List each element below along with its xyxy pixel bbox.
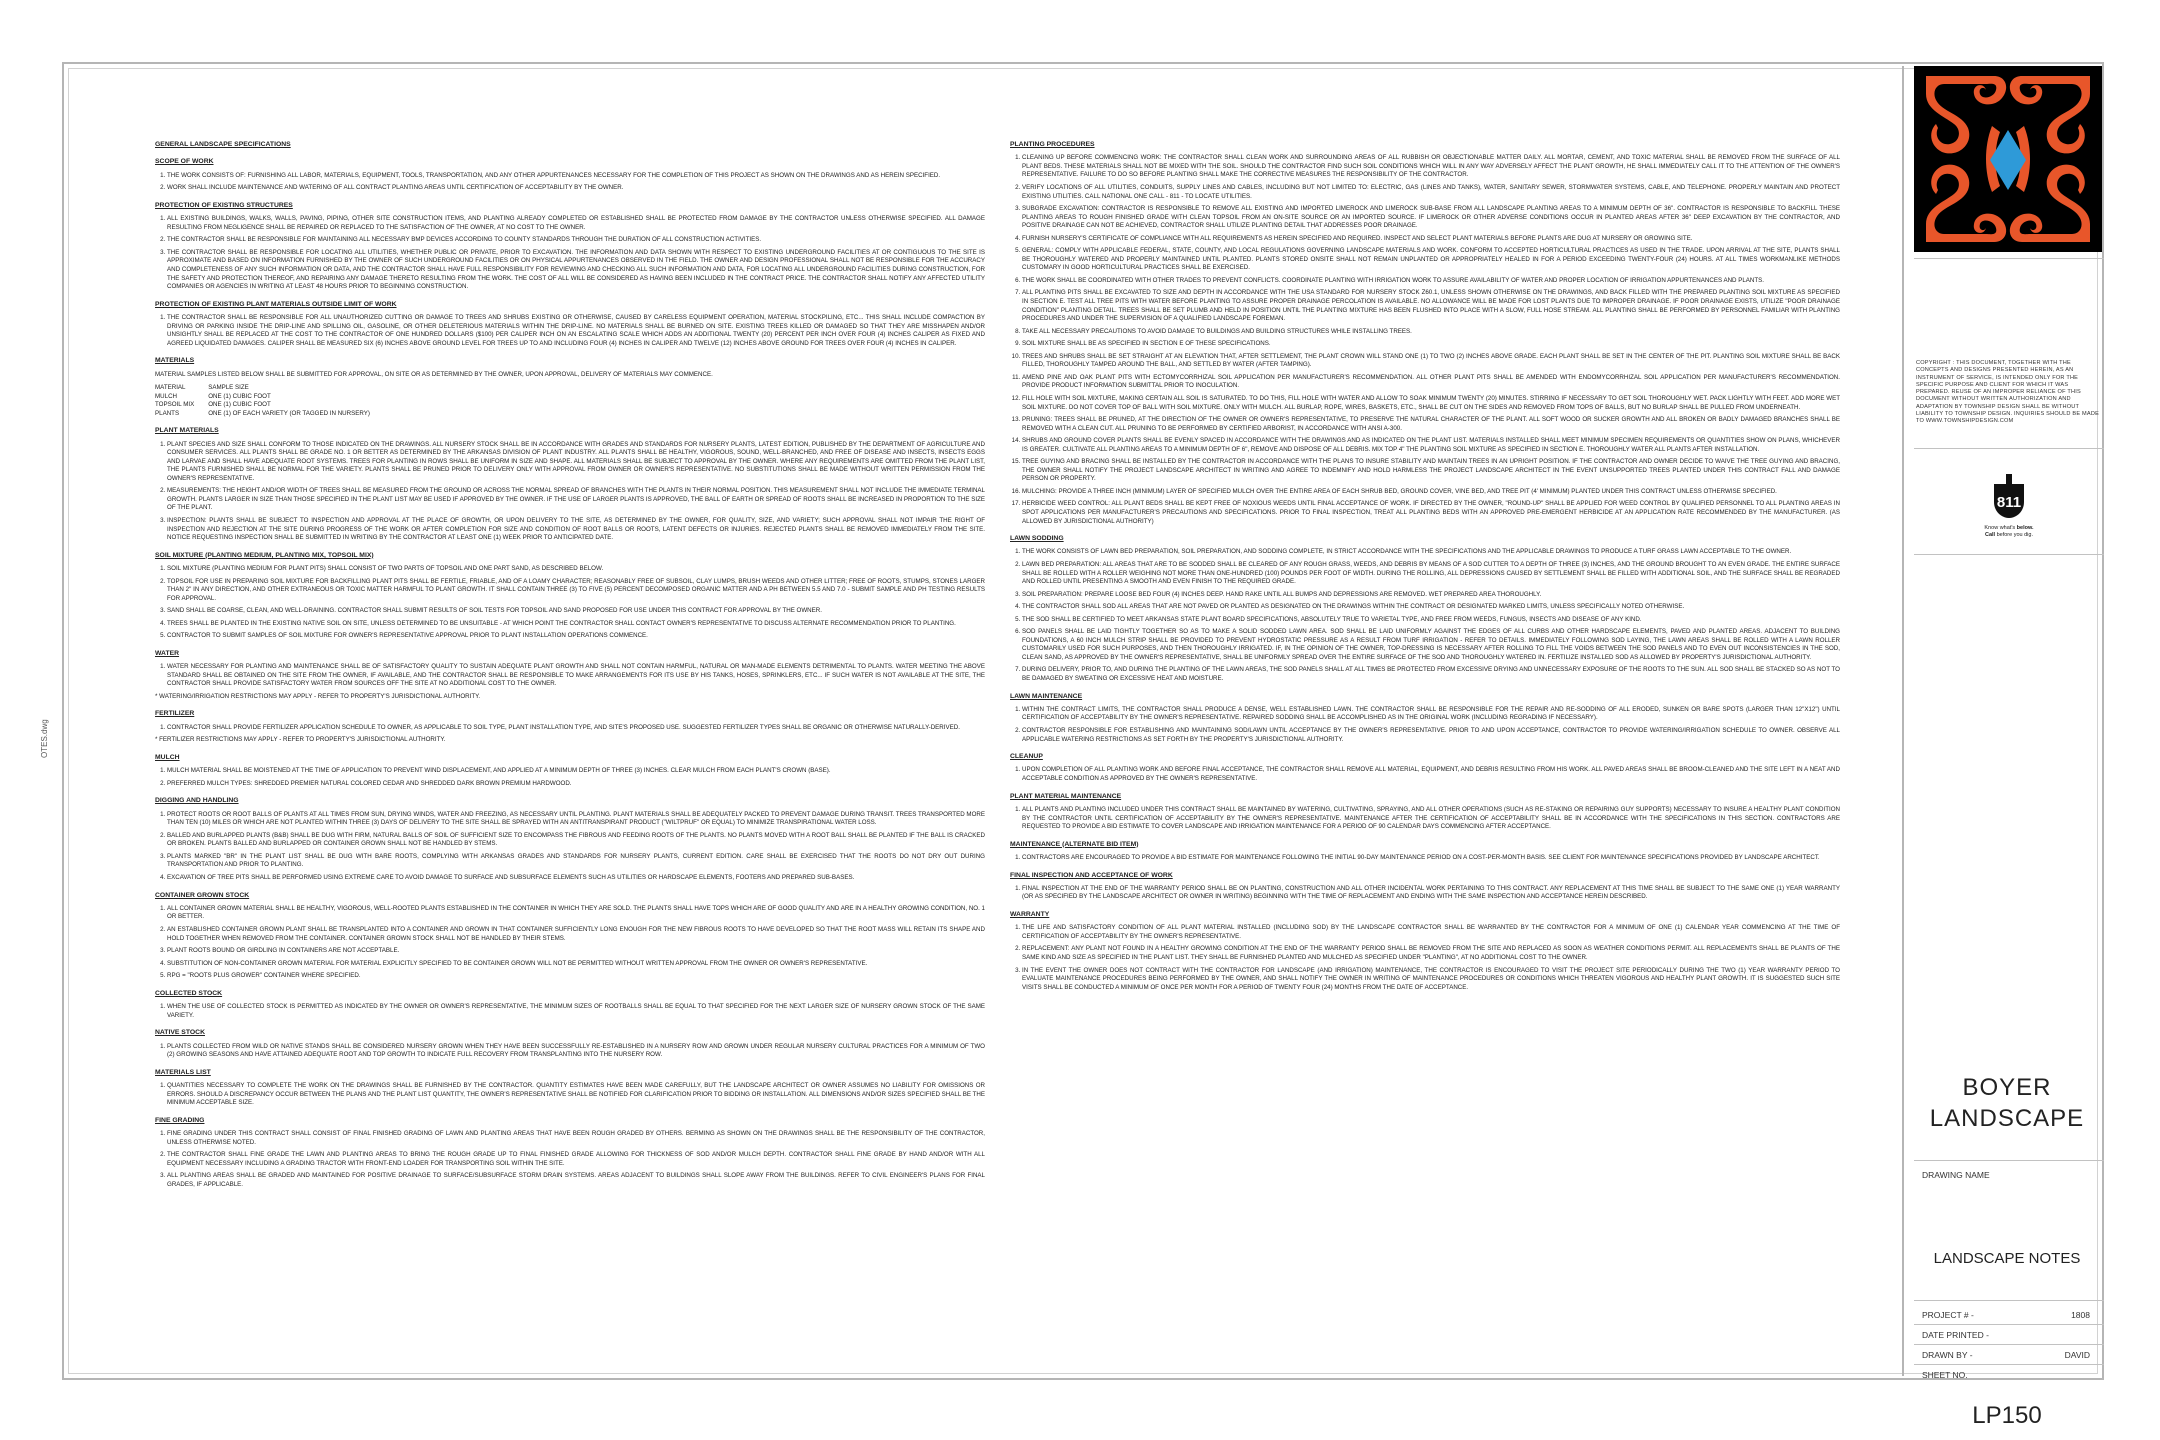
section-list — [1010, 854, 1840, 863]
list-item: 1. ALL CONTAINER GROWN MATERIAL SHALL BE HEALTHY, VIGOROUS, WELL-ROOTED PLANTS ESTABLISHED IN THE CONTAINER IN WHICH THEY ARE SOLD. THE PLANTS SHALL HAVE TOPS WHICH ARE OF GOOD QUALITY AND ARE IN A HEALTHY GROWING CONDITION, NO. 1 OR BETTER. — [167, 905, 985, 922]
company-logo — [1914, 66, 2102, 252]
list-item: 5. GENERAL: COMPLY WITH APPLICABLE FEDERAL, STATE, COUNTY, AND LOCAL REGULATIONS GOVERNING LANDSCAPE MATERIALS AND WORK. CONFORM TO ACCEPTED HORTICULTURAL PRACTICES AS USED IN THE TRADE. UPON ARRIVAL AT THE SITE, PLANTS SHALL BE THOROUGHLY WATERED AND PROPERLY MAINTAINED UNTIL PLANTED. PLANTS STORED ONSITE SHALL NOT REMAIN UNPLANTED OR APPROPRIATELY HEALED IN FOR A PERIOD EXCEEDING TWENTY-FOUR (24) HOURS. AT ALL TIMES WORKMANLIKE METHODS CUSTOMARY IN GOOD HORTICULTURAL PRACTICES SHALL BE EXERCISED. — [1022, 247, 1840, 273]
list-item: 16. MULCHING: PROVIDE A THREE INCH (MINIMUM) LAYER OF SPECIFIED MULCH OVER THE ENTIRE AREA OF EACH SHRUB BED, GROUND COVER, VINE BED, AND TREE PIT (4' MINIMUM) PLANTED UNDER THIS CONTRACT UNLESS OTHERWISE SPECIFIED. — [1022, 488, 1840, 497]
list-item: 2. CONTRACTOR RESPONSIBLE FOR ESTABLISHING AND MAINTAINING SOD/LAWN UNTIL ACCEPTANCE BY THE OWNER'S REPRESENTATIVE. PRIOR TO AND UPON ACCEPTANCE, CONTRACTOR TO PROVIDE WATERING/IRRIGATION SCHEDULE TO OWNER. OBSERVE ALL APPLICABLE WATERING RESTRICTIONS AS SET FORTH BY THE PROPERTY'S JURISDICTIONAL AUTHORITY. — [1022, 727, 1840, 744]
list-item: 8. TAKE ALL NECESSARY PRECAUTIONS TO AVOID DAMAGE TO BUILDINGS AND BUILDING STRUCTURES WHILE INSTALLING TREES. — [1022, 328, 1840, 337]
title-block-divider — [1914, 1160, 2104, 1161]
list-item: 3. PLANTS MARKED "BR" IN THE PLANT LIST SHALL BE DUG WITH BARE ROOTS, COMPLYING WITH ARKANSAS GRADES AND STANDARDS FOR NURSERY PLANTS, CURRENT EDITION. CARE SHALL BE EXERCISED THAT THE ROOTS DO NOT DRY OUT DURING TRANSPORTATION AND PRIOR TO PLANTING. — [167, 853, 985, 870]
project-number-value: 1808 — [2071, 1310, 2090, 1320]
materials-sample-table — [155, 384, 384, 418]
table-cell: TOPSOIL MIX — [155, 401, 195, 409]
list-item: 3. SUBGRADE EXCAVATION: CONTRACTOR IS RESPONSIBLE TO REMOVE ALL EXISTING AND IMPORTED LIMEROCK AND LIMEROCK SUB-BASE FROM ALL LANDSCAPE PLANTING AREAS TO A MINIMUM DEPTH OF 36". CONTRACTOR IS RESPONSIBLE TO BACKFILL THESE PLANTING AREAS TO ROUGH FINISHED GRADE WITH CLEAN TOPSOIL FROM AN ON-SITE SOURCE OR AN IMPORTED SOURCE. IF LIMEROCK OR OTHER ADVERSE CONDITIONS OCCUR IN PLANTED AREAS AFTER 36" DEEP EXCAVATION BY THE CONTRACTOR, AND POSITIVE DRAINAGE CAN NOT BE ACHIEVED, CONTRACTOR SHALL UTILIZE PLANTING DETAIL THAT ADDRESSES POOR DRAINAGE. — [1022, 205, 1840, 231]
list-item: 4. FURNISH NURSERY'S CERTIFICATE OF COMPLIANCE WITH ALL REQUIREMENTS AS HEREIN SPECIFIED AND REQUIRED. INSPECT AND SELECT PLANT MATERIALS BEFORE PLANTS ARE DUG AT NURSERY OR GROWING SITE. — [1022, 235, 1840, 244]
section-heading: PLANT MATERIAL MAINTENANCE — [1010, 792, 1122, 800]
materials-intro: MATERIAL SAMPLES LISTED BELOW SHALL BE SUBMITTED FOR APPROVAL, ON SITE OR AS DETERMINED BY THE OWNER, UPON APPROVAL, DELIVERY OF MATERIALS MAY COMMENCE. — [155, 370, 713, 378]
list-item: 12. FILL HOLE WITH SOIL MIXTURE, MAKING CERTAIN ALL SOIL IS SATURATED. TO DO THIS, FILL HOLE WITH WATER AND ALLOW TO SOAK MINIMUM TWENTY (20) MINUTES. STIRRING IF NECESSARY TO GET SOIL THOROUGHLY WET. PACK LIGHTLY WITH FEET. ADD MORE WET SOIL MIXTURE. DO NOT COVER TOP OF BALL WITH SOIL MIXTURE. ONLY WITH MULCH. ALL BURLAP, ROPE, WIRES, BASKETS, ETC., SHALL BE CUT ON THE SIDES AND REMOVED FROM TOPS OF BALLS, BUT NO BURLAP SHALL BE PULLED FROM UNDERNEATH. — [1022, 395, 1840, 412]
title-block-divider — [1914, 1344, 2104, 1345]
list-item: 7. DURING DELIVERY, PRIOR TO, AND DURING THE PLANTING OF THE LAWN AREAS, THE SOD PANELS SHALL AT ALL TIMES BE PROTECTED FROM EXCESSIVE DRYING AND UNNECESSARY EXPOSURE OF THE ROOTS TO THE SUN. ALL SOD SHALL BE STACKED SO AS NOT TO BE DAMAGED BY SWEATING OR EXCESSIVE HEAT AND MOISTURE. — [1022, 666, 1840, 683]
drawing-name: LANDSCAPE NOTES — [1933, 1250, 2081, 1267]
list-item: 1. FINE GRADING UNDER THIS CONTRACT SHALL CONSIST OF FINAL FINISHED GRADING OF LAWN AND PLANTING AREAS THAT HAVE BEEN ROUGH GRADED BY OTHERS. BERMING AS SHOWN ON THE DRAWINGS SHALL BE THE RESPONSIBILITY OF THE CONTRACTOR, UNLESS OTHERWISE NOTED. — [167, 1130, 985, 1147]
list-item: 5. CONTRACTOR TO SUBMIT SAMPLES OF SOIL MIXTURE FOR OWNER'S REPRESENTATIVE APPROVAL PRIOR TO PLANT INSTALLATION OPERATIONS COMMENCE. — [167, 632, 985, 641]
list-item: 2. TOPSOIL FOR USE IN PREPARING SOIL MIXTURE FOR BACKFILLING PLANT PITS SHALL BE FERTILE, FRIABLE, AND OF A LOAMY CHARACTER; REASONABLY FREE OF SUBSOIL, CLAY LUMPS, BRUSH WEEDS AND OTHER LITTER; FREE OF ROOTS, STUMPS, STONES LARGER THAN 2" IN ANY DIRECTION, AND OTHER EXTRANEOUS OR TOXIC MATTER HARMFUL TO PLANT GROWTH. IT SHALL CONTAIN THREE (3) TO FIVE (5) PERCENT DECOMPOSED ORGANIC MATTER AND A PH BETWEEN 5.5 AND 7.0 - SUBMIT SAMPLE AND PH TESTING RESULTS FOR APPROVAL. — [167, 578, 985, 604]
list-item: 1. THE WORK CONSISTS OF: FURNISHING ALL LABOR, MATERIALS, EQUIPMENT, TOOLS, TRANSPORTATION, AND ANY OTHER APPURTENANCES NECESSARY FOR THE COMPLETION OF THIS PROJECT AS SHOWN ON THE DRAWINGS AND AS HEREIN SPECIFIED. — [167, 172, 985, 181]
section-list — [1010, 706, 1840, 744]
section-heading: MAINTENANCE (ALTERNATE BID ITEM) — [1010, 840, 1139, 848]
list-item: 1. SOIL MIXTURE (PLANTING MEDIUM FOR PLANT PITS) SHALL CONSIST OF TWO PARTS OF TOPSOIL AND ONE PART SAND, AS DESCRIBED BELOW. — [167, 565, 985, 574]
title-block-divider — [1914, 448, 2104, 449]
copyright-notice: COPYRIGHT : THIS DOCUMENT, TOGETHER WITH THE CONCEPTS AND DESIGNS PRESENTED HEREIN, AS AN INSTRUMENT OF SERVICE, IS INTENDED ONLY FOR THE SPECIFIC PURPOSE AND CLIENT FOR WHICH IT WAS PREPARED. REUSE OF AN IMPROPER RELIANCE OF THIS DOCUMENT WITHOUT WRITTEN AUTHORIZATION AND ADAPTATION BY TOWNSHIP DESIGN SHALL BE WITHOUT LIABILITY TO TOWNSHIP DESIGN. INQUIRIES SHOULD BE MADE TO WWW.TOWNSHIPDESIGN.COM — [1916, 360, 2100, 425]
list-item: 2. THE CONTRACTOR SHALL FINE GRADE THE LAWN AND PLANTING AREAS TO BRING THE ROUGH GRADE UP TO FINAL FINISHED GRADE ALLOWING FOR THICKNESS OF SOD AND/OR MULCH DEPTH. CONTRACTOR SHALL FINE GRADE BY HAND AND/OR WITH ALL EQUIPMENT NECESSARY INCLUDING A GRADING TRACTOR WITH FRONT-END LOADER FOR TRANSPORTING SOIL WITHIN THE SITE. — [167, 1151, 985, 1168]
company-name-line2: LANDSCAPE — [1929, 1105, 2085, 1133]
section-note: * FERTILIZER RESTRICTIONS MAY APPLY - REFER TO PROPERTY'S JURISDICTIONAL AUTHORITY. — [155, 736, 446, 744]
list-item: 1. THE LIFE AND SATISFACTORY CONDITION OF ALL PLANT MATERIAL INSTALLED (INCLUDING SOD) BY THE LANDSCAPE CONTRACTOR SHALL BE WARRANTED BY THE CONTRACTOR FOR A MINIMUM OF ONE (1) CALENDAR YEAR COMMENCING AT THE TIME OF CERTIFICATION OF ACCEPTABILITY BY THE OWNER'S REPRESENTATIVE. — [1022, 924, 1840, 941]
drawn-by-value: DAVID — [2064, 1350, 2090, 1360]
title-block-divider — [1914, 1364, 2104, 1365]
badge-caption — [1984, 525, 2034, 539]
list-item: 2. BALLED AND BURLAPPED PLANTS (B&B) SHALL BE DUG WITH FIRM, NATURAL BALLS OF SOIL OF SUFFICIENT SIZE TO ENCOMPASS THE FIBROUS AND FEEDING ROOTS OF THE PLANTS. NO PLANTS MOVED WITH A ROOT BALL SHALL BE PLANTED IF THE BALL IS CRACKED OR BROKEN. PLANTS BALLED AND BURLAPPED OR CONTAINER GROWN SHALL NOT BE HANDLED BY STEMS. — [167, 832, 985, 849]
section-list — [155, 1003, 985, 1020]
section-list — [1010, 154, 1840, 526]
company-name — [1910, 1072, 2104, 1134]
section-heading: SOIL MIXTURE (PLANTING MEDIUM, PLANTING MIX, TOPSOIL MIX) — [155, 551, 374, 559]
list-item: 2. THE CONTRACTOR SHALL BE RESPONSIBLE FOR MAINTAINING ALL NECESSARY BMP DEVICES ACCORDING TO COUNTY STANDARDS THROUGH THE DURATION OF ALL CONSTRUCTION ACTIVITIES. — [167, 236, 985, 245]
list-item: 5. THE SOD SHALL BE CERTIFIED TO MEET ARKANSAS STATE PLANT BOARD SPECIFICATIONS, ABSOLUTELY TRUE TO VARIETAL TYPE, AND FREE FROM WEEDS, FUNGUS, INSECTS AND DISEASE OF ANY KIND. — [1022, 616, 1840, 625]
section-list — [1010, 766, 1840, 783]
list-item: 1. WITHIN THE CONTRACT LIMITS, THE CONTRACTOR SHALL PRODUCE A DENSE, WELL ESTABLISHED LAWN. THE CONTRACTOR SHALL BE RESPONSIBLE FOR THE REPAIR AND RE-SODDING OF ALL ERODED, SUNKEN OR BARE SPOTS (LARGER THAN 12"X12") UNTIL CERTIFICATION OF ACCEPTABILITY BY THE OWNER'S REPRESENTATIVE. REPAIRED SODDING SHALL BE ACCOMPLISHED AS IN THE ORIGINAL WORK (INCLUDING REGRADING IF NECESSARY). — [1022, 706, 1840, 723]
section-list — [155, 724, 985, 733]
list-item: 4. EXCAVATION OF TREE PITS SHALL BE PERFORMED USING EXTREME CARE TO AVOID DAMAGE TO SURFACE AND SUBSURFACE ELEMENTS SUCH AS UTILITIES OR HARDSCAPE ELEMENTS, FOOTERS AND PREPARED SUB-BASES. — [167, 874, 985, 883]
section-list — [155, 1043, 985, 1060]
table-cell: ONE (1) CUBIC FOOT — [208, 401, 271, 409]
project-number-label: PROJECT # - — [1922, 1310, 1974, 1320]
list-item: 1. PLANTS COLLECTED FROM WILD OR NATIVE STANDS SHALL BE CONSIDERED NURSERY GROWN WHEN THEY HAVE BEEN SUCCESSFULLY RE-ESTABLISHED IN A NURSERY ROW AND GROWN UNDER REGULAR NURSERY CULTURAL PRACTICES FOR A MINIMUM OF TWO (2) GROWING SEASONS AND HAVE ATTAINED ADEQUATE ROOT AND TOP GROWTH TO INDICATE FULL RECOVERY FROM TRANSPLANTING INTO THE NURSERY ROW. — [167, 1043, 985, 1060]
list-item: 3. SAND SHALL BE COARSE, CLEAN, AND WELL-DRAINING. CONTRACTOR SHALL SUBMIT RESULTS OF SOIL TESTS FOR TOPSOIL AND SAND PROPOSED FOR USE UNDER THIS CONTRACT FOR APPROVAL BY THE OWNER. — [167, 607, 985, 616]
list-item: 15. TREE GUYING AND BRACING SHALL BE INSTALLED BY THE CONTRACTOR IN ACCORDANCE WITH THE PLANS TO INSURE STABILITY AND MAINTAIN TREES IN AN UPRIGHT POSITION. IF THE CONTRACTOR AND OWNER DECIDE TO WAIVE THE TREE GUYING AND BRACING, THE OWNER SHALL NOTIFY THE PROJECT LANDSCAPE ARCHITECT IN WRITING AND AGREE TO INDEMNIFY AND HOLD HARMLESS THE PROJECT LANDSCAPE ARCHITECT IN THE EVENT UNSUPPORTED TREES PLANTED UNDER THIS CONTRACT FALL AND DAMAGE PERSON OR PROPERTY. — [1022, 458, 1840, 484]
list-item: 1. CONTRACTORS ARE ENCOURAGED TO PROVIDE A BID ESTIMATE FOR MAINTENANCE FOLLOWING THE INITIAL 90-DAY MAINTENANCE PERIOD ON A COST-PER-MONTH BASIS. SEE CLIENT FOR MAINTENANCE SPECIFICATIONS PROVIDED BY LANDSCAPE ARCHITECT. — [1022, 854, 1840, 863]
section-list — [155, 441, 985, 543]
list-item: 2. WORK SHALL INCLUDE MAINTENANCE AND WATERING OF ALL CONTRACT PLANTING AREAS UNTIL CERTIFICATION OF ACCEPTABILITY BY THE OWNER. — [167, 184, 985, 193]
badge-line1-bold: below. — [2016, 525, 2034, 531]
list-item: 1. PLANT SPECIES AND SIZE SHALL CONFORM TO THOSE INDICATED ON THE DRAWINGS. ALL NURSERY STOCK SHALL BE IN ACCORDANCE WITH GRADES AND STANDARDS FOR NURSERY PLANTS, LATEST EDITION, PUBLISHED BY THE DEPARTMENT OF AGRICULTURE AND CONSUMER SERVICES. ALL PLANTS SHALL BE GRADE NO. 1 OR BETTER AS DETERMINED BY THE ARKANSAS DIVISION OF PLANT INDUSTRY. ALL PLANTS SHALL BE HEALTHY, VIGOROUS, SOUND, WELL-BRANCHED, AND FREE OF DISEASE AND INSECTS, INSECTS EGGS AND LARVAE AND SHALL HAVE ADEQUATE ROOT SYSTEMS. TREES FOR PLANTING IN ROWS SHALL BE UNIFORM IN SIZE AND SHAPE. ALL MATERIALS SHALL BE SUBJECT TO APPROVAL BY THE OWNER. WHERE ANY REQUIREMENTS ARE OMITTED FROM THE PLANT LIST, THE PLANTS FURNISHED SHALL BE NORMAL FOR THE VARIETY. PLANTS SHALL BE PRUNED PRIOR TO DELIVERY ONLY WITH APPROVAL FROM OWNER OR OWNER'S REPRESENTATIVE. NO SUBSTITUTIONS SHALL BE MADE WITHOUT WRITTEN PERMISSION FROM THE OWNER'S REPRESENTATIVE. — [167, 441, 985, 484]
badge-number: 811 — [1996, 494, 2022, 511]
list-item: 14. SHRUBS AND GROUND COVER PLANTS SHALL BE EVENLY SPACED IN ACCORDANCE WITH THE DRAWINGS AND AS INDICATED ON THE PLANT LIST. MATERIALS INSTALLED SHALL MEET MINIMUM SPECIMEN REQUIREMENTS OR QUANTITIES SHOW ON PLANS, WHICHEVER IS GREATER. CULTIVATE ALL PLANTING AREAS TO A MINIMUM DEPTH OF 6", REMOVE AND DISPOSE OF ALL DEBRIS. MIX TOP 4" THE PLANTING SOIL MIXTURE AS SPECIFIED IN SECTION E. THOROUGHLY WATER ALL PLANTS AFTER INSTALLATION. — [1022, 437, 1840, 454]
list-item: 4. SUBSTITUTION OF NON-CONTAINER GROWN MATERIAL FOR MATERIAL EXPLICITLY SPECIFIED TO BE CONTAINER GROWN WILL NOT BE PERMITTED WITHOUT WRITTEN APPROVAL FROM THE OWNER OR OWNER'S REPRESENTATIVE. — [167, 960, 985, 969]
list-item: 9. SOIL MIXTURE SHALL BE AS SPECIFIED IN SECTION E OF THESE SPECIFICATIONS. — [1022, 340, 1840, 349]
title-block-divider — [1914, 258, 2104, 259]
section-heading: MULCH — [155, 753, 180, 761]
date-printed-row — [1922, 1330, 2090, 1340]
title-block — [1910, 62, 2104, 1429]
list-item: 6. SOD PANELS SHALL BE LAID TIGHTLY TOGETHER SO AS TO MAKE A SOLID SODDED LAWN AREA. SOD SHALL BE LAID UNIFORMLY AGAINST THE EDGES OF ALL CURBS AND OTHER HARDSCAPE ELEMENTS, PAVED AND PLANTED AREAS. ADJACENT TO BUILDING FOUNDATIONS, A 60 INCH MULCH STRIP SHALL BE PROVIDED TO PREVENT HYDROSTATIC PRESSURE AS A RESULT FROM TURF IRRIGATION - REFER TO DETAILS. IMMEDIATELY FOLLOWING SOD LAYING, THE LAWN AREAS SHALL BE ROLLED WITH A LAWN ROLLER CUSTOMARILY USED FOR SUCH PURPOSES, AND THEN THOROUGHLY IRRIGATED. IF, IN THE OPINION OF THE OWNER, TOP-DRESSING IS NECESSARY AFTER ROLLING TO FILL THE VOIDS BETWEEN THE SOD PANELS AND TO EVEN OUT INCONSISTENCIES IN THE SOD, CLEAN SAND, AS APPROVED BY THE OWNER'S REPRESENTATIVE, SHALL BE UNIFORMLY SPREAD OVER THE ENTIRE SURFACE OF THE SOD AND THOROUGHLY WATERED IN. FERTILIZE INSTALLED SOD AS ALLOWED BY PROPERTY'S JURISDICTIONAL AUTHORITY. — [1022, 628, 1840, 662]
section-heading: LAWN SODDING — [1010, 535, 1064, 543]
section-list — [1010, 548, 1840, 683]
table-cell: MULCH — [155, 392, 178, 400]
date-printed-label: DATE PRINTED - — [1922, 1330, 1989, 1340]
list-item: 3. INSPECTION: PLANTS SHALL BE SUBJECT TO INSPECTION AND APPROVAL AT THE PLACE OF GROWTH, OR UPON DELIVERY TO THE SITE, AS DETERMINED BY THE OWNER, FOR QUALITY, SIZE, AND VARIETY; SUCH APPROVAL SHALL NOT IMPAIR THE RIGHT OF INSPECTION AND REJECTION AT THE SITE DURING PROGRESS OF THE WORK OR AFTER COMPLETION FOR SIZE AND CONDITION OF ROOT BALLS OR ROOTS, LATENT DEFECTS OR INJURIES. REJECTED PLANTS SHALL BE REMOVED IMMEDIATELY FROM THE SITE. NOTICE REQUESTING INSPECTION SHALL BE SUBMITTED IN WRITING BY THE CONTRACTOR AT LEAST ONE (1) WEEK PRIOR TO ANTICIPATED DATE. — [167, 517, 985, 543]
shovel-811-icon — [1984, 474, 2034, 518]
list-item: 5. RPG = "ROOTS PLUS GROWER" CONTAINER WHERE SPECIFIED. — [167, 972, 985, 981]
section-list — [155, 172, 985, 193]
section-heading: PROTECTION OF EXISTING PLANT MATERIALS OUTSIDE LIMIT OF WORK — [155, 300, 397, 308]
badge-line1: Know what's — [1984, 525, 2017, 531]
section-note: * WATERING/IRRIGATION RESTRICTIONS MAY APPLY - REFER TO PROPERTY'S JURISDICTIONAL AUTHORITY. — [155, 692, 481, 700]
list-item: 2. MEASUREMENTS: THE HEIGHT AND/OR WIDTH OF TREES SHALL BE MEASURED FROM THE GROUND OR ACROSS THE NORMAL SPREAD OF BRANCHES WITH THE PLANTS IN THEIR NORMAL POSITION. THIS MEASUREMENT SHALL NOT INCLUDE THE IMMEDIATE TERMINAL GROWTH. PLANTS LARGER IN SIZE THAN THOSE SPECIFIED IN THE PLANT LIST MAY BE USED IF APPROVED BY THE OWNER. IF THE USE OF LARGER PLANTS IS APPROVED, THE BALL OF EARTH OR SPREAD OF ROOTS SHALL BE INCREASED IN PROPORTION TO THE SIZE OF THE PLANT. — [167, 487, 985, 513]
call-811-badge — [1984, 474, 2034, 544]
list-item: 3. IN THE EVENT THE OWNER DOES NOT CONTRACT WITH THE CONTRACTOR FOR LANDSCAPE (AND IRRIGATION) MAINTENANCE, THE CONTRACTOR IS ENCOURAGED TO VISIT THE PROJECT SITE PERIODICALLY DURING THE TWO (1) YEAR WARRANTY PERIOD TO EVALUATE MAINTENANCE PROCEDURES BEING PERFORMED BY THE OWNER, AND SHALL NOTIFY THE OWNER IN WRITING OF MAINTENANCE PROCEDURES OR CONDITIONS WHICH THREATEN VIGOROUS AND HEALTHY PLANT GROWTH. IT IS SUGGESTED SUCH SITE VISITS SHALL BE CONDUCTED A MINIMUM OF ONCE PER MONTH FOR A PERIOD OF TWENTY FOUR (24) MONTHS FROM THE DATE OF ACCEPTANCE. — [1022, 967, 1840, 993]
section-heading: CONTAINER GROWN STOCK — [155, 891, 250, 899]
section-heading: LAWN MAINTENANCE — [1010, 692, 1083, 700]
list-item: 1. CLEANING UP BEFORE COMMENCING WORK: THE CONTRACTOR SHALL CLEAN WORK AND SURROUNDING AREAS OF ALL RUBBISH OR OBJECTIONABLE MATTER DAILY. ALL MORTAR, CEMENT, AND TOXIC MATERIAL SHALL BE REMOVED FROM THE SURFACE OF ALL PLANT BEDS. THESE MATERIALS SHALL NOT BE MIXED WITH THE SOIL. SHOULD THE CONTRACTOR FIND SUCH SOIL CONDITIONS WHICH WILL IN ANY WAY ADVERSELY AFFECT THE PLANT GROWTH, HE SHALL IMMEDIATELY CALL IT TO THE ATTENTION OF THE OWNER'S REPRESENTATIVE. FAILURE TO DO SO BEFORE PLANTING SHALL MAKE THE CORRECTIVE MEASURES THE RESPONSIBILITY OF THE CONTRACTOR. — [1022, 154, 1840, 180]
sheet-number-label-row — [1922, 1370, 2090, 1380]
list-item: 1. THE CONTRACTOR SHALL BE RESPONSIBLE FOR ALL UNAUTHORIZED CUTTING OR DAMAGE TO TREES AND SHRUBS EXISTING OR OTHERWISE, CAUSED BY CARELESS EQUIPMENT OPERATION, MATERIAL STOCKPILING, ETC... THIS SHALL INCLUDE COMPACTION BY DRIVING OR PARKING INSIDE THE DRIP-LINE AND SPILLING OIL, GASOLINE, OR OTHER DELETERIOUS MATERIALS WITHIN THE DRIP-LINE. NO MATERIALS SHALL BE BURNED ON SITE. EXISTING TREES KILLED OR DAMAGED SO THAT THEY ARE MISSHAPEN AND/OR UNSIGHTLY SHALL BE REPLACED AT THE COST TO THE CONTRACTOR OF ONE HUNDRED DOLLARS ($100) PER CALIPER INCH ON AN ESCALATING SCALE WHICH ADDS AN ADDITIONAL TWENTY (20) PERCENT PER INCH OVER FOUR (4) INCHES CALIPER AS FIXED AND AGREED LIQUIDATED DAMAGES. CALIPER SHALL BE MEASURED SIX (6) INCHES ABOVE GROUND LEVEL FOR TREES UP TO AND INCLUDING FOUR (4) INCHES IN CALIPER AND TWELVE (12) INCHES ABOVE GROUND FOR TREES OVER FOUR (4) INCHES IN CALIPER. — [167, 314, 985, 348]
section-heading: NATIVE STOCK — [155, 1029, 205, 1037]
list-item: 10. TREES AND SHRUBS SHALL BE SET STRAIGHT AT AN ELEVATION THAT, AFTER SETTLEMENT, THE PLANT CROWN WILL STAND ONE (1) TO TWO (2) INCHES ABOVE GRADE. EACH PLANT SHALL BE SET IN THE CENTER OF THE PIT. PLANTING SOIL MIXTURE SHALL BE BACK FILLED, THOROUGHLY TAMPED AROUND THE BALL, AND SETTLED BY WATER (AFTER TAMPING). — [1022, 353, 1840, 370]
drawn-by-row — [1922, 1350, 2090, 1360]
section-list — [1010, 806, 1840, 832]
project-number-row — [1922, 1310, 2090, 1320]
title-block-divider — [1914, 1300, 2104, 1301]
section-list — [155, 663, 985, 689]
section-heading: MATERIALS — [155, 357, 195, 365]
section-heading: MATERIALS LIST — [155, 1068, 211, 1076]
notes-column-left — [155, 140, 985, 1193]
list-item: 2. AN ESTABLISHED CONTAINER GROWN PLANT SHALL BE TRANSPLANTED INTO A CONTAINER AND GROWN IN THAT CONTAINER SUFFICIENTLY LONG ENOUGH FOR THE NEW FIBROUS ROOTS TO HAVE DEVELOPED SO THAT THE ROOT MASS WILL RETAIN ITS SHAPE AND HOLD TOGETHER WHEN REMOVED FROM THE CONTAINER. CONTAINER GROWN STOCK SHALL NOT BE HANDLED BY THEIR STEMS. — [167, 926, 985, 943]
list-item: 1. MULCH MATERIAL SHALL BE MOISTENED AT THE TIME OF APPLICATION TO PREVENT WIND DISPLACEMENT, AND APPLIED AT A MINIMUM DEPTH OF THREE (3) INCHES. CLEAR MULCH FROM EACH PLANT'S CROWN (BASE). — [167, 767, 985, 776]
section-list — [155, 215, 985, 291]
list-item: 3. ALL PLANTING AREAS SHALL BE GRADED AND MAINTAINED FOR POSITIVE DRAINAGE TO SURFACE/SUBSURFACE STORM DRAIN SYSTEMS. AREAS ADJACENT TO BUILDINGS SHALL SLOPE AWAY FROM THE BUILDINGS. REFER TO CIVIL ENGINEER'S PLANS FOR FINAL GRADES, IF APPLICABLE. — [167, 1172, 985, 1189]
table-cell: ONE (1) OF EACH VARIETY (OR TAGGED IN NURSERY) — [208, 409, 370, 417]
section-list — [155, 767, 985, 788]
section-list — [155, 905, 985, 981]
table-cell: ONE (1) CUBIC FOOT — [208, 392, 271, 400]
list-item: 1. ALL PLANTS AND PLANTING INCLUDED UNDER THIS CONTRACT SHALL BE MAINTAINED BY WATERING, CULTIVATING, SPRAYING, AND ALL OTHER OPERATIONS (SUCH AS RE-STAKING OR REPAIRING GUY SUPPORTS) NECESSARY TO INSURE A HEALTHY PLANT CONDITION BY THE CONTRACTOR UNTIL CERTIFICATION OF ACCEPTABILITY BY THE OWNER'S REPRESENTATIVE. MAINTENANCE AFTER THE CERTIFICATION OF ACCEPTABILITY SHALL BE IN ACCORDANCE WITH THE SPECIFICATIONS IN THIS SECTION. CONTRACTORS ARE REQUESTED TO PROVIDE A BID ESTIMATE TO COVER LANDSCAPE AND IRRIGATION MAINTENANCE FOR A PERIOD OF 90 CALENDAR DAYS COMMENCING AFTER ACCEPTANCE. — [1022, 806, 1840, 832]
section-heading: WATER — [155, 649, 180, 657]
list-item: 4. THE CONTRACTOR SHALL SOD ALL AREAS THAT ARE NOT PAVED OR PLANTED AS DESIGNATED ON THE DRAWINGS WITHIN THE CONTRACT OR DESIGNATED MARKED LIMITS, UNLESS SPECIFICALLY NOTED OTHERWISE. — [1022, 603, 1840, 612]
file-label: OTES.dwg — [40, 719, 49, 758]
list-item: 1. FINAL INSPECTION AT THE END OF THE WARRANTY PERIOD SHALL BE ON PLANTING, CONSTRUCTION AND ALL OTHER INCIDENTAL WORK PERTAINING TO THIS CONTRACT. ANY REPLACEMENT AT THIS TIME SHALL BE SUBJECT TO THE SAME ONE (1) YEAR WARRANTY (OR AS SPECIFIED BY THE LANDSCAPE ARCHITECT OR OWNER IN WRITING) BEGINNING WITH THE TIME OF REPLACEMENT AND ENDING WITH THE SAME INSPECTION AND ACCEPTANCE HEREIN DESCRIBED. — [1022, 885, 1840, 902]
list-item: 1. THE WORK CONSISTS OF LAWN BED PREPARATION, SOIL PREPARATION, AND SODDING COMPLETE, IN STRICT ACCORDANCE WITH THE SPECIFICATIONS AND THE APPLICABLE DRAWINGS TO PRODUCE A TURF GRASS LAWN ACCEPTABLE TO THE OWNER. — [1022, 548, 1840, 557]
section-heading: CLEANUP — [1010, 753, 1043, 761]
section-heading: FINAL INSPECTION AND ACCEPTANCE OF WORK — [1010, 871, 1173, 879]
table-row — [155, 401, 384, 410]
list-item: 2. VERIFY LOCATIONS OF ALL UTILITIES, CONDUITS, SUPPLY LINES AND CABLES, INCLUDING BUT NOT LIMITED TO: ELECTRIC, GAS (LINES AND TANKS), WATER, SANITARY SEWER, STORMWATER SYSTEMS, CABLE, AND TELEPHONE. PROPERLY MAINTAIN AND PROTECT EXISTING UTILITIES. CALL NATIONAL ONE CALL - 811 - TO LOCATE UTILITIES. — [1022, 184, 1840, 201]
section-heading: FERTILIZER — [155, 710, 195, 718]
table-cell: MATERIAL — [155, 384, 186, 392]
ornament-logo-icon — [1914, 66, 2102, 252]
drawn-by-label: DRAWN BY - — [1922, 1350, 1973, 1360]
table-row — [155, 393, 384, 402]
table-cell: SAMPLE SIZE — [208, 384, 249, 392]
notes-column-right — [1010, 140, 1840, 996]
title-block-divider — [1914, 1324, 2104, 1325]
sheet-number: LP150 — [1972, 1402, 2042, 1429]
title-block-divider — [1914, 554, 2104, 555]
list-item: 1. PROTECT ROOTS OR ROOT BALLS OF PLANTS AT ALL TIMES FROM SUN, DRYING WINDS, WATER AND FREEZING, AS NECESSARY UNTIL PLANTING. PLANT MATERIALS SHALL BE ADEQUATELY PACKED TO PREVENT DAMAGE DURING TRANSIT. TREES TRANSPORTED MORE THAN TEN (10) MILES OR WHICH ARE NOT PLANTED WITHIN THREE (3) DAYS OF DELIVERY TO THE SITE SHALL BE SPRAYED WITH AN ANTITRANSPIRANT PRODUCT ("WILTPRUF" OR EQUAL) TO MINIMIZE TRANSPIRATIONAL WATER LOSS. — [167, 811, 985, 828]
list-item: 17. HERBICIDE WEED CONTROL: ALL PLANT BEDS SHALL BE KEPT FREE OF NOXIOUS WEEDS UNTIL FINAL ACCEPTANCE OF WORK. IF DIRECTED BY THE OWNER, "ROUND-UP" SHALL BE APPLIED FOR WEED CONTROL BY QUALIFIED PERSONNEL TO ALL PLANTING AREAS IN SPOT APPLICATIONS PER MANUFACTURER'S PRECAUTIONS AND SPECIFICATIONS. PRIOR TO FINAL INSPECTION, TREAT ALL PLANTING BEDS WITH AN APPROVED PRE-EMERGENT HERBICIDE AT AN APPLICATION RATE RECOMMENDED BY THE MANUFACTURER. (AS ALLOWED BY JURISDICTIONAL AUTHORITY) — [1022, 500, 1840, 526]
sheet-number-label: SHEET NO. — [1922, 1370, 1968, 1380]
list-item: 3. THE CONTRACTOR SHALL BE RESPONSIBLE FOR LOCATING ALL UTILITIES, WHETHER PUBLIC OR PRIVATE, PRIOR TO EXCAVATION. THE INFORMATION AND DATA SHOWN WITH RESPECT TO EXISTING UNDERGROUND FACILITIES AT OR CONTIGUOUS TO THE SITE IS APPROXIMATE AND BASED ON INFORMATION FURNISHED BY THE OWNER OF SUCH UNDERGROUND FACILITIES OR ON PHYSICAL APPURTENANCES OBSERVED IN THE FIELD. THE OWNER AND DESIGN PROFESSIONAL SHALL NOT BE RESPONSIBLE FOR THE ACCURACY AND COMPLETENESS OF ANY SUCH INFORMATION OR DATA, AND THE CONTRACTOR SHALL HAVE FULL RESPONSIBILITY FOR REVIEWING AND CHECKING ALL SUCH INFORMATION AND DATA, FOR LOCATING ALL UNDERGROUND FACILITIES DURING CONSTRUCTION, FOR THE SAFETY AND PROTECTION THEREOF, AND REPAIRING ANY DAMAGE THERETO RESULTING FROM THE WORK. THE COST OF ALL WILL BE CONSIDERED AS HAVING BEEN INCLUDED IN THE CONTRACT PRICE. THE CONTRACTOR SHALL NOTIFY ANY AFFECTED UTILITY COMPANIES OR AGENCIES IN WRITING AT LEAST 48 HOURS PRIOR TO BEGINNING CONSTRUCTION. — [167, 249, 985, 292]
section-list — [1010, 885, 1840, 902]
section-heading: PLANT MATERIALS — [155, 427, 219, 435]
section-heading: DIGGING AND HANDLING — [155, 797, 239, 805]
list-item: 1. ALL EXISTING BUILDINGS, WALKS, WALLS, PAVING, PIPING, OTHER SITE CONSTRUCTION ITEMS, AND PLANTING ALREADY COMPLETED OR ESTABLISHED SHALL BE PROTECTED FROM DAMAGE BY THE CONTRACTOR UNLESS OTHERWISE SPECIFIED. ALL DAMAGE RESULTING FROM NEGLIGENCE SHALL BE REPAIRED OR REPLACED TO THE SATISFACTION OF THE OWNER, AT NO COST TO THE OWNER. — [167, 215, 985, 232]
table-cell: PLANTS — [155, 409, 180, 417]
section-heading: WARRANTY — [1010, 910, 1050, 918]
main-title: GENERAL LANDSCAPE SPECIFICATIONS — [155, 141, 291, 148]
list-item: 7. ALL PLANTING PITS SHALL BE EXCAVATED TO SIZE AND DEPTH IN ACCORDANCE WITH THE USA STANDARD FOR NURSERY STOCK Z60.1, UNLESS SHOWN OTHERWISE ON THE DRAWINGS, AND BACK FILLED WITH THE PREPARED PLANTING SOIL MIXTURE AS SPECIFIED IN SECTION E. TEST ALL TREE PITS WITH WATER BEFORE PLANTING TO ASSURE PROPER DRAINAGE PERCOLATION IS AVAILABLE. NO ALLOWANCE WILL BE MADE FOR LOST PLANTS DUE TO IMPROPER DRAINAGE. IF POOR DRAINAGE EXISTS, UTILIZE "POOR DRAINAGE CONDITION" PLANTING DETAIL. TREES SHALL BE SET PLUMB AND HELD IN POSITION UNTIL THE PLANTING MIXTURE HAS BEEN FLUSHED INTO PLACE WITH A SLOW, FULL HOSE STREAM. ALL PLANTING SHALL BE PERFORMED BY PERSONNEL FAMILIAR WITH PLANTING PROCEDURES AND UNDER THE SUPERVISION OF A QUALIFIED LANDSCAPE FOREMAN. — [1022, 289, 1840, 323]
badge-line2: before you dig. — [1995, 532, 2033, 539]
section-heading: PROTECTION OF EXISTING STRUCTURES — [155, 201, 293, 209]
list-item: 2. REPLACEMENT: ANY PLANT NOT FOUND IN A HEALTHY GROWING CONDITION AT THE END OF THE WARRANTY PERIOD SHALL BE REMOVED FROM THE SITE AND REPLACED AS SOON AS WEATHER CONDITIONS PERMIT. ALL REPLACEMENTS SHALL BE PLANTS OF THE SAME KIND AND SIZE AS SPECIFIED IN THE PLANT LIST. THEY SHALL BE FURNISHED PLANTED AND MULCHED AS SPECIFIED UNDER "PLANTING", AT NO ADDITIONAL COST TO THE OWNER. — [1022, 945, 1840, 962]
section-heading: SCOPE OF WORK — [155, 158, 214, 166]
list-item: 11. AMEND PINE AND OAK PLANT PITS WITH ECTOMYCORRHIZAL SOIL APPLICATION PER MANUFACTURER'S RECOMMENDATION. ALL OTHER PLANT PITS SHALL BE AMENDED WITH ENDOMYCORRHIZAL SOIL APPLICATION PER MANUFACTURER'S RECOMMENDATION. PROVIDE PRODUCT INFORMATION SUBMITTAL PRIOR TO INOCULATION. — [1022, 374, 1840, 391]
list-item: 13. PRUNING: TREES SHALL BE PRUNED, AT THE DIRECTION OF THE OWNER OR OWNER'S REPRESENTATIVE, TO PRESERVE THE NATURAL CHARACTER OF THE PLANT. ALL SOFT WOOD OR SUCKER GROWTH AND ALL BROKEN OR BADLY DAMAGED BRANCHES SHALL BE REMOVED WITH A CLEAN CUT. ALL PRUNING TO BE PERFORMED BY CERTIFIED ARBORIST, IN ACCORDANCE WITH ANSI A-300. — [1022, 416, 1840, 433]
list-item: 3. SOIL PREPARATION: PREPARE LOOSE BED FOUR (4) INCHES DEEP. HAND RAKE UNTIL ALL BUMPS AND DEPRESSIONS ARE REMOVED. WET PREPARED AREA THOROUGHLY. — [1022, 591, 1840, 600]
list-item: 2. PREFERRED MULCH TYPES: SHREDDED PREMIER NATURAL COLORED CEDAR AND SHREDDED DARK BROWN PREMIUM HARDWOOD. — [167, 780, 985, 789]
drawing-name-label: DRAWING NAME — [1922, 1170, 1990, 1180]
section-heading: COLLECTED STOCK — [155, 989, 223, 997]
list-item: 1. QUANTITIES NECESSARY TO COMPLETE THE WORK ON THE DRAWINGS SHALL BE FURNISHED BY THE CONTRACTOR. QUANTITY ESTIMATES HAVE BEEN MADE CAREFULLY, BUT THE LANDSCAPE ARCHITECT OR OWNER ASSUMES NO LIABILITY FOR OMISSIONS OR ERRORS. SHOULD A DISCREPANCY OCCUR BETWEEN THE PLANS AND THE PLANT LIST QUANTITY, THE OWNER'S REPRESENTATIVE SHALL BE NOTIFIED FOR CLARIFICATION PRIOR TO BIDDING OR INSTALLATION. ALL DIMENSIONS AND/OR SIZES SPECIFIED SHALL BE THE MINIMUM ACCEPTABLE SIZE. — [167, 1082, 985, 1108]
list-item: 6. THE WORK SHALL BE COORDINATED WITH OTHER TRADES TO PREVENT CONFLICTS. COORDINATE PLANTING WITH IRRIGATION WORK TO ASSURE AVAILABILITY OF WATER AND PROPER LOCATION OF IRRIGATION APPURTENANCES AND PLANTS. — [1022, 277, 1840, 286]
list-item: 1. CONTRACTOR SHALL PROVIDE FERTILIZER APPLICATION SCHEDULE TO OWNER, AS APPLICABLE TO SOIL TYPE, PLANT INSTALLATION TYPE, AND SITE'S PROPOSED USE. SUGGESTED FERTILIZER TYPES SHALL BE ORGANIC OR OTHERWISE NATURALLY-DERIVED. — [167, 724, 985, 733]
section-heading: FINE GRADING — [155, 1116, 205, 1124]
table-row — [155, 384, 384, 393]
section-list — [155, 314, 985, 348]
list-item: 4. TREES SHALL BE PLANTED IN THE EXISTING NATIVE SOIL ON SITE, UNLESS DETERMINED TO BE UNSUITABLE - AT WHICH POINT THE CONTRACTOR SHALL CONTACT OWNER'S REPRESENTATIVE TO DISCUSS ALTERNATE RECOMMENDATION PRIOR TO PLANTING. — [167, 620, 985, 629]
list-item: 2. LAWN BED PREPARATION: ALL AREAS THAT ARE TO BE SODDED SHALL BE CLEARED OF ANY ROUGH GRASS, WEEDS, AND DEBRIS BY MEANS OF A SOD CUTTER TO A DEPTH OF THREE (3) INCHES, AND THE GROUND BROUGHT TO AN EVEN GRADE. THE ENTIRE SURFACE SHALL BE ROLLED WITH A ROLLER WEIGHING NOT MORE THAN ONE-HUNDRED (100) POUNDS PER FOOT OF WIDTH. DURING THE ROLLING, ALL DEPRESSIONS CAUSED BY SETTLEMENT SHALL BE FILLED WITH ADDITIONAL SOIL, AND THE SURFACE SHALL BE REGRADED AND ROLLED UNTIL PRESENTING A SMOOTH AND EVEN FINISH TO THE REQUIRED GRADE. — [1022, 561, 1840, 587]
section-list — [1010, 924, 1840, 992]
section-list — [155, 565, 985, 641]
badge-line2-bold: Call — [1984, 532, 1996, 539]
section-list — [155, 811, 985, 883]
section-list — [155, 1130, 985, 1189]
list-item: 1. WATER NECESSARY FOR PLANTING AND MAINTENANCE SHALL BE OF SATISFACTORY QUALITY TO SUSTAIN ADEQUATE PLANT GROWTH AND SHALL NOT CONTAIN HARMFUL, NATURAL OR MAN-MADE ELEMENTS DETRIMENTAL TO PLANTS. WATER MEETING THE ABOVE STANDARD SHALL BE OBTAINED ON THE SITE FROM THE OWNER, IF AVAILABLE, AND THE CONTRACTOR SHALL BE RESPONSIBLE TO MAKE ARRANGEMENTS FOR ITS USE BY HIS TANKS, HOSES, SPRINKLERS, ETC... IF SUCH WATER IS NOT AVAILABLE AT THE SITE, THE CONTRACTOR SHALL PROVIDE SATISFACTORY WATER FROM SOURCES OFF THE SITE AT NO ADDITIONAL COST TO THE OWNER. — [167, 663, 985, 689]
list-item: 1. WHEN THE USE OF COLLECTED STOCK IS PERMITTED AS INDICATED BY THE OWNER OR OWNER'S REPRESENTATIVE, THE MINIMUM SIZES OF ROOTBALLS SHALL BE EQUAL TO THAT SPECIFIED FOR THE NEXT LARGER SIZE OF NURSERY GROWN STOCK OF THE SAME VARIETY. — [167, 1003, 985, 1020]
table-row — [155, 410, 384, 419]
list-item: 3. PLANT ROOTS BOUND OR GIRDLING IN CONTAINERS ARE NOT ACCEPTABLE. — [167, 947, 985, 956]
list-item: 1. UPON COMPLETION OF ALL PLANTING WORK AND BEFORE FINAL ACCEPTANCE, THE CONTRACTOR SHALL REMOVE ALL MATERIAL, EQUIPMENT, AND DEBRIS RESULTING FROM HIS WORK. ALL PAVED AREAS SHALL BE BROOM-CLEANED AND THE SITE LEFT IN A NEAT AND ACCEPTABLE CONDITION AS APPROVED BY THE OWNER'S REPRESENTATIVE. — [1022, 766, 1840, 783]
section-heading: PLANTING PROCEDURES — [1010, 141, 1095, 148]
company-name-line1: BOYER — [1962, 1074, 2052, 1101]
section-list — [155, 1082, 985, 1108]
